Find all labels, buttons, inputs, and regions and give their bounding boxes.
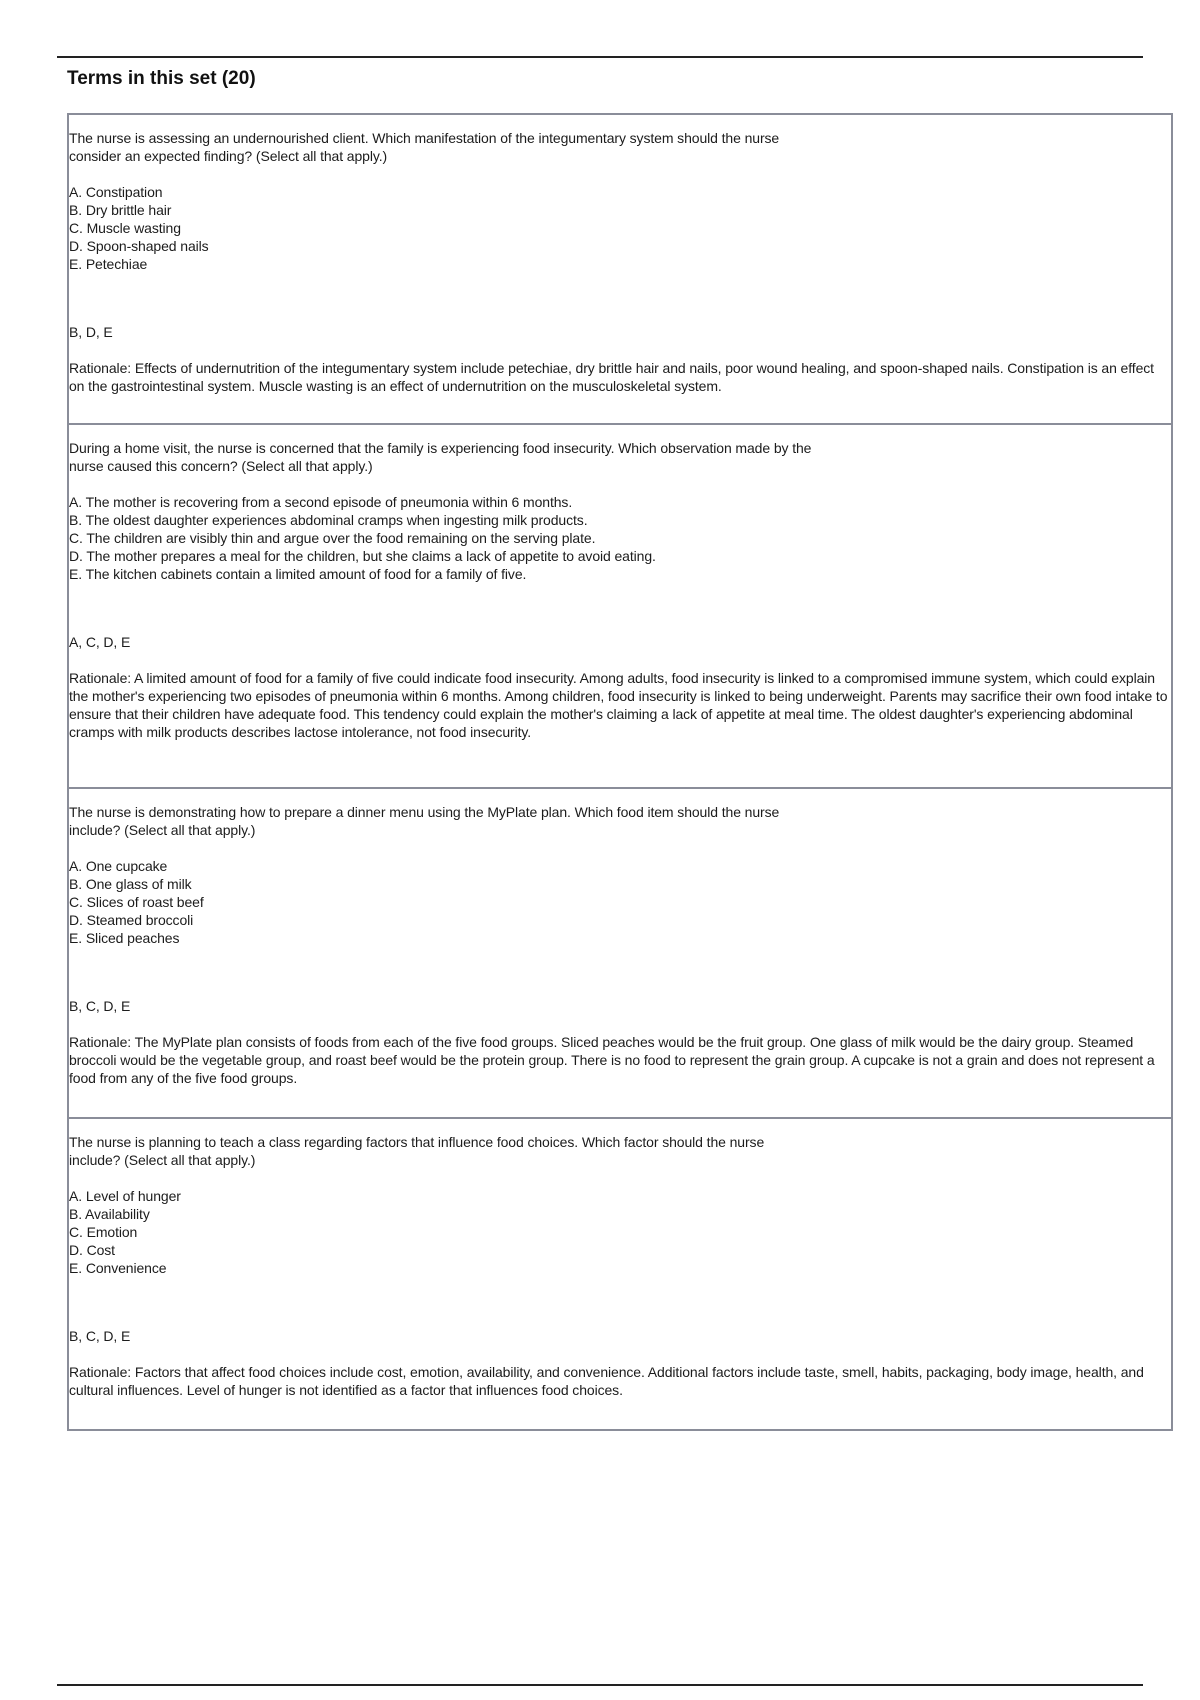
question-line: include? (Select all that apply.) — [69, 822, 256, 838]
answer-text: A, C, D, E — [69, 634, 131, 650]
option-item: A. One cupcake — [69, 858, 168, 874]
question-line: nurse caused this concern? (Select all that apply.) — [69, 458, 373, 474]
option-item: E. The kitchen cabinets contain a limited amount of food for a family of five. — [69, 566, 527, 582]
option-item: E. Sliced peaches — [69, 930, 180, 946]
option-item: E. Petechiae — [69, 256, 148, 272]
option-item: C. Slices of roast beef — [69, 894, 204, 910]
rationale-text: Rationale: Factors that affect food choices include cost, emotion, availability, and convenience. Additional factors include taste, smell, habits, packaging, body image, health, and cultural influences. Level of hunger is not identified as a factor that influences food choices. — [69, 1364, 1144, 1398]
terms-list — [67, 113, 1173, 1431]
set-title: Terms in this set (20) — [67, 68, 256, 89]
question-line: include? (Select all that apply.) — [69, 1152, 256, 1168]
option-item: D. The mother prepares a meal for the children, but she claims a lack of appetite to avoid eating. — [69, 548, 656, 564]
question-text — [69, 1133, 929, 1169]
top-divider — [57, 56, 1143, 58]
term-card — [69, 115, 1171, 425]
question-line: During a home visit, the nurse is concerned that the family is experiencing food insecurity. Which observation made by the — [69, 440, 812, 456]
bottom-divider — [57, 1684, 1143, 1686]
rationale-text: Rationale: A limited amount of food for a family of five could indicate food insecurity. Among adults, food insecurity is linked to a compromised immune system, which could explain the mother's experiencing two episodes of pneumonia within 6 months. Among children, food insecurity is linked to being underweight. Parents may sacrifice their own food intake to ensure that their children have adequate food. This tendency could explain the mother's claiming a lack of appetite at meal time. The oldest daughter's experiencing abdominal cramps with milk products describes lactose intolerance, not food insecurity. — [69, 670, 1168, 740]
question-text — [69, 129, 929, 165]
term-card — [69, 1119, 1171, 1431]
option-item: B. The oldest daughter experiences abdominal cramps when ingesting milk products. — [69, 512, 588, 528]
option-list — [69, 493, 656, 583]
rationale-text: Rationale: Effects of undernutrition of the integumentary system include petechiae, dry brittle hair and nails, poor wound healing, and spoon-shaped nails. Constipation is an effect on the gastrointestinal system. Muscle wasting is an effect of undernutrition on the musculoskeletal system. — [69, 360, 1154, 394]
option-item: B. Availability — [69, 1206, 150, 1222]
term-card — [69, 789, 1171, 1119]
option-list — [69, 857, 204, 947]
answer-text: B, D, E — [69, 324, 113, 340]
question-line: The nurse is planning to teach a class regarding factors that influence food choices. Which factor should the nurse — [69, 1134, 765, 1150]
term-card — [69, 425, 1171, 789]
option-item: C. Muscle wasting — [69, 220, 181, 236]
question-line: The nurse is demonstrating how to prepare a dinner menu using the MyPlate plan. Which food item should the nurse — [69, 804, 780, 820]
option-item: C. Emotion — [69, 1224, 138, 1240]
question-line: consider an expected finding? (Select all that apply.) — [69, 148, 388, 164]
option-item: D. Cost — [69, 1242, 115, 1258]
option-item: C. The children are visibly thin and argue over the food remaining on the serving plate. — [69, 530, 596, 546]
answer-text: B, C, D, E — [69, 1328, 131, 1344]
option-item: D. Spoon-shaped nails — [69, 238, 209, 254]
option-item: A. The mother is recovering from a second episode of pneumonia within 6 months. — [69, 494, 573, 510]
rationale-text: Rationale: The MyPlate plan consists of foods from each of the five food groups. Sliced peaches would be the fruit group. One glass of milk would be the dairy group. Steamed broccoli would be the vegetable group, and roast beef would be the protein group. There is no food to represent the grain group. A cupcake is not a grain and does not represent a food from any of the five food groups. — [69, 1034, 1155, 1086]
option-item: D. Steamed broccoli — [69, 912, 194, 928]
question-text — [69, 439, 929, 475]
question-text — [69, 803, 929, 839]
option-item: B. Dry brittle hair — [69, 202, 172, 218]
option-item: E. Convenience — [69, 1260, 167, 1276]
option-item: B. One glass of milk — [69, 876, 192, 892]
question-line: The nurse is assessing an undernourished client. Which manifestation of the integumentary system should the nurse — [69, 130, 780, 146]
option-item: A. Level of hunger — [69, 1188, 181, 1204]
option-list — [69, 183, 209, 273]
answer-text: B, C, D, E — [69, 998, 131, 1014]
option-list — [69, 1187, 181, 1277]
option-item: A. Constipation — [69, 184, 163, 200]
